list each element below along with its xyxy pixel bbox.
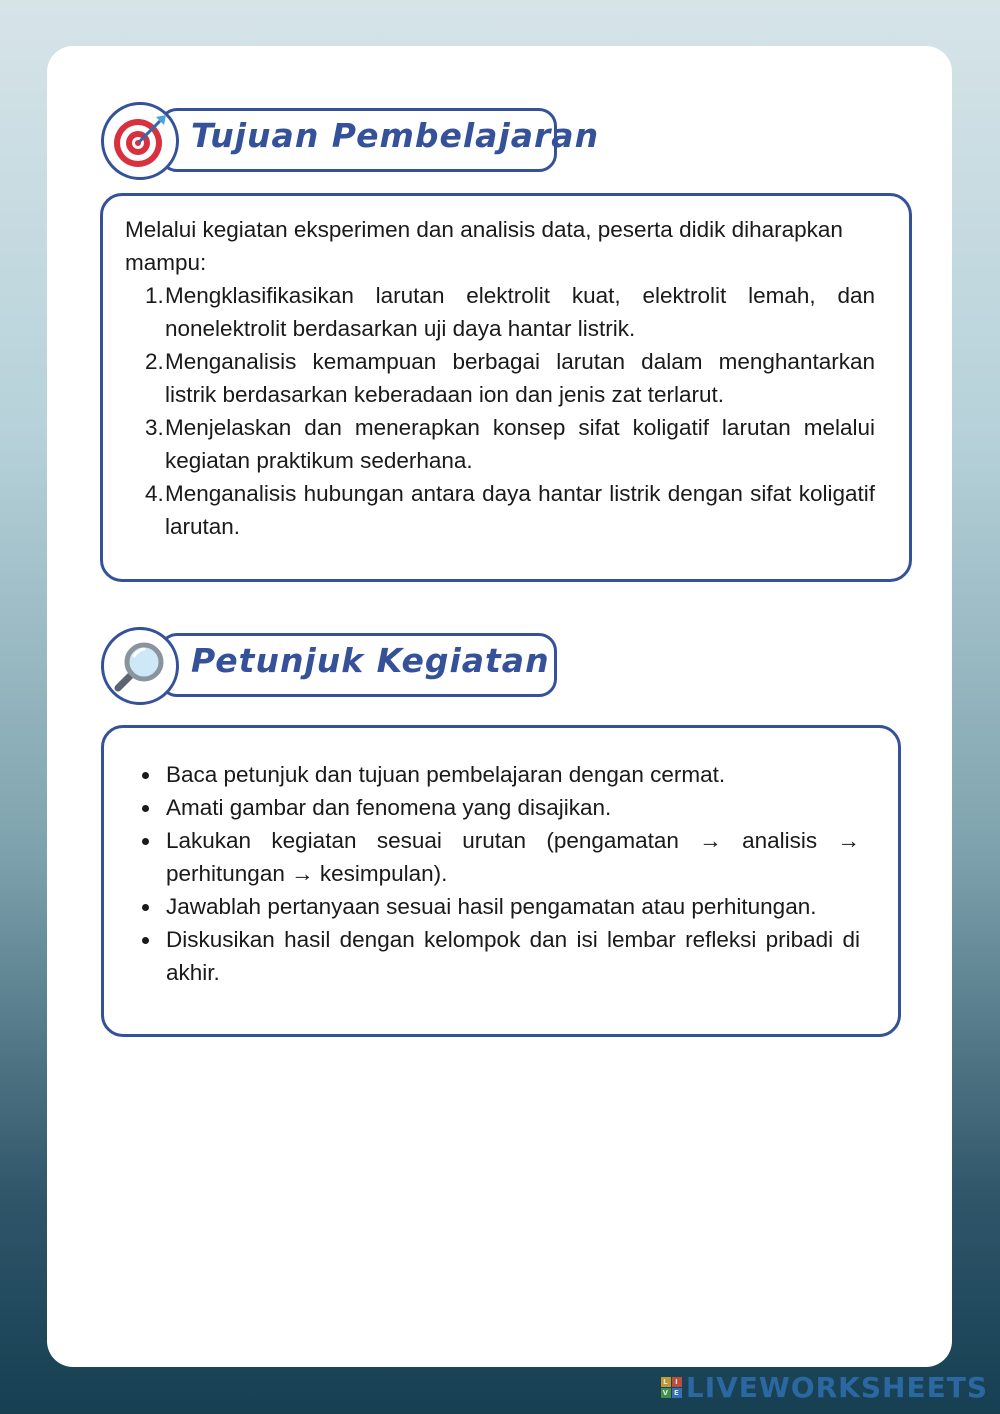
learning-objectives-box — [100, 193, 912, 582]
instructions-list — [126, 758, 860, 989]
magnifier-icon — [101, 627, 179, 705]
liveworksheets-watermark — [661, 1371, 988, 1404]
list-item: 2. Menganalisis kemampuan berbagai larutan dalam menghantarkan listrik berdasarkan keberadaan ion dan jenis zat terlarut. — [145, 349, 875, 407]
section-title: Tujuan Pembelajaran — [191, 116, 600, 155]
intro-text: Melalui kegiatan eksperimen dan analisis data, peserta didik diharapkan mampu: — [125, 217, 843, 275]
objectives-list — [125, 279, 875, 543]
target-dart-icon — [101, 102, 179, 180]
list-item: 1. Mengklasifikasikan larutan elektrolit kuat, elektrolit lemah, dan nonelektrolit berdasarkan uji daya hantar listrik. — [145, 283, 875, 341]
list-item: 3. Menjelaskan dan menerapkan konsep sifat koligatif larutan melalui kegiatan praktikum sederhana. — [145, 415, 875, 473]
list-item: Lakukan kegiatan sesuai urutan (pengamatan → analisis → perhitungan → kesimpulan). — [126, 824, 860, 890]
list-item: Amati gambar dan fenomena yang disajikan. — [126, 791, 860, 824]
worksheet-page — [47, 46, 952, 1367]
liveworksheets-logo-icon: L I V E — [661, 1377, 682, 1398]
section-title: Petunjuk Kegiatan — [191, 641, 550, 680]
activity-instructions-box — [101, 725, 901, 1037]
section-header-tujuan — [101, 106, 600, 176]
list-item: Jawablah pertanyaan sesuai hasil pengamatan atau perhitungan. — [126, 890, 860, 923]
list-item: Baca petunjuk dan tujuan pembelajaran dengan cermat. — [126, 758, 860, 791]
list-item: Diskusikan hasil dengan kelompok dan isi lembar refleksi pribadi di akhir. — [126, 923, 860, 989]
list-item: 4. Menganalisis hubungan antara daya hantar listrik dengan sifat koligatif larutan. — [145, 481, 875, 539]
section-header-petunjuk — [101, 631, 561, 701]
watermark-text: LIVEWORKSHEETS — [685, 1371, 988, 1404]
